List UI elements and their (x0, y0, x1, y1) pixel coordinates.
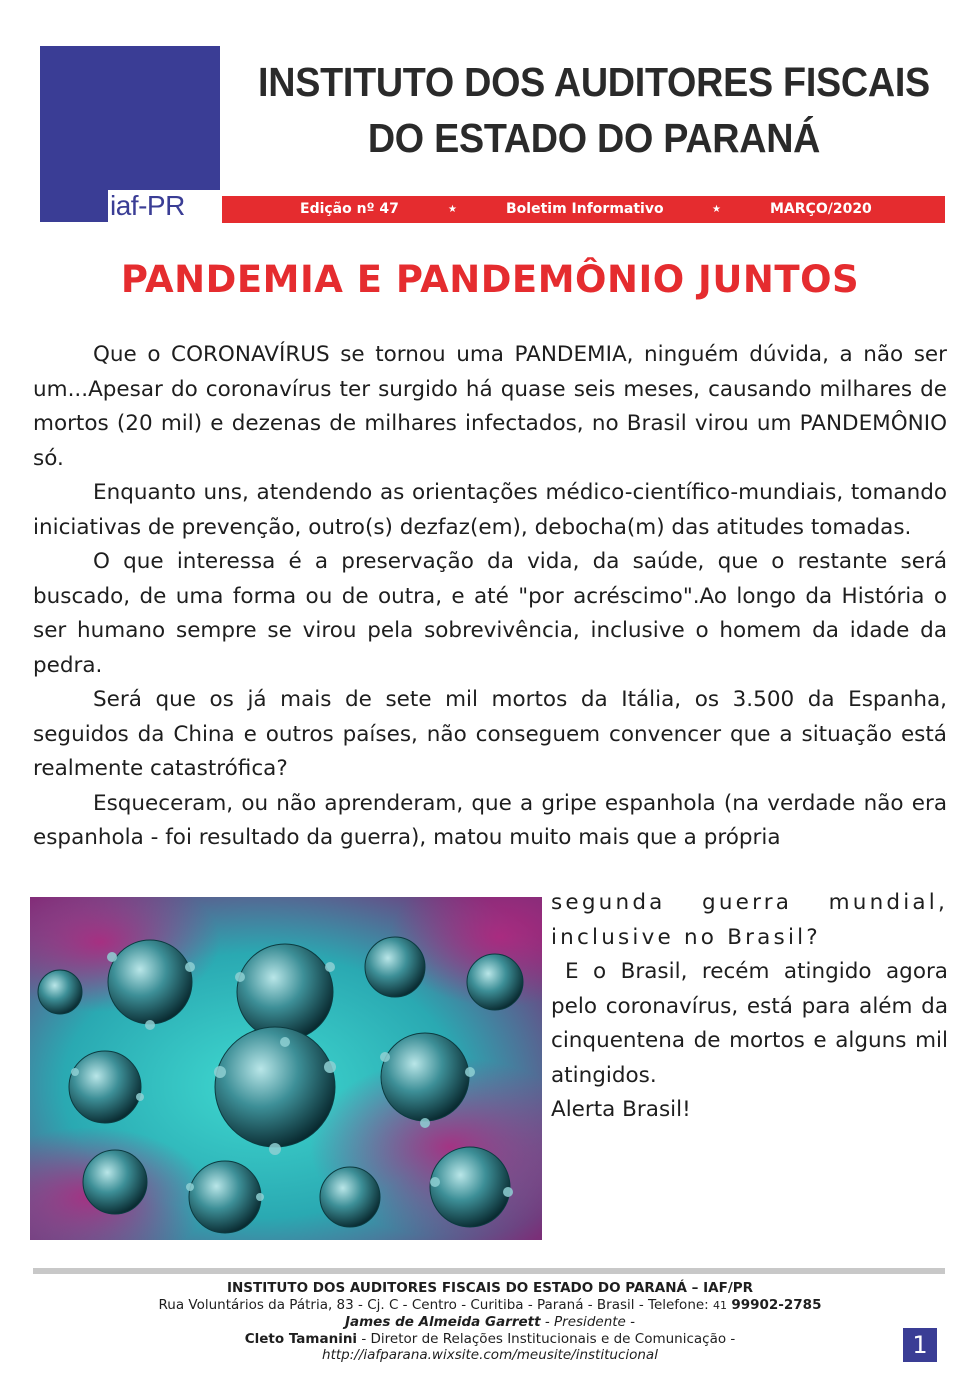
edition-bar (222, 196, 945, 223)
paragraph: Alerta Brasil! (551, 1097, 691, 1122)
paragraph: Esqueceram, ou não aprenderam, que a gripe espanhola (na verdade não era espanhola - foi resultado da guerra), matou muito mais que a própria (33, 790, 947, 850)
title-line-2: DO ESTADO DO PARANÁ (367, 115, 821, 161)
footer-president-line (0, 1314, 980, 1331)
paragraph: Que o CORONAVÍRUS se tornou uma PANDEMIA, ninguém dúvida, a não ser um...Apesar do coronavírus ter surgido há quase seis meses, causando milhares de mortos (20 mil) e dezenas de milhares infectados, no Brasil virou um PANDEMÔNIO só. (33, 342, 947, 471)
article-body (33, 338, 947, 856)
coronavirus-image (30, 897, 542, 1240)
edition-label: Edição nº 47 (300, 201, 399, 217)
title-line-1: INSTITUTO DOS AUDITORES FISCAIS (258, 59, 930, 105)
paragraph: E o Brasil, recém atingido agora pelo coronavírus, está para além da cinquentena de mortos e alguns mil atingidos. (551, 959, 948, 1088)
director-name: Cleto Tamanini (244, 1330, 358, 1347)
footer-address-line (0, 1297, 980, 1315)
star-icon: ★ (448, 204, 457, 215)
president-name: James de Almeida Garrett (344, 1314, 541, 1330)
paragraph: segunda guerra mundial, inclusive no Brasil? (551, 890, 948, 950)
footer-phone-prefix: 41 (713, 1298, 728, 1312)
footer-divider (33, 1268, 945, 1274)
article-side-text (551, 886, 948, 1128)
footer-director-line (0, 1331, 980, 1348)
star-icon: ★ (712, 204, 721, 215)
director-role: - Diretor de Relações Institucionais e de Comunicação - (357, 1330, 736, 1347)
paragraph: O que interessa é a preservação da vida, da saúde, que o restante será buscado, de uma forma ou de outra, e até "por acréscimo".Ao longo da História o ser humano sempre se virou pela sobrevivência, inclusive o homem da idade da pedra. (33, 549, 947, 678)
article-headline: PANDEMIA E PANDEMÔNIO JUNTOS (120, 258, 860, 301)
masthead-title (252, 54, 936, 166)
logo-text: iaf-PR (108, 190, 222, 224)
footer (0, 1280, 980, 1364)
paragraph: Será que os já mais de sete mil mortos da Itália, os 3.500 da Espanha, seguidos da China e outros países, não conseguem convencer que a situação está realmente catastrófica? (33, 687, 947, 781)
footer-org: INSTITUTO DOS AUDITORES FISCAIS DO ESTADO DO PARANÁ – IAF/PR (226, 1280, 754, 1296)
paragraph: Enquanto uns, atendendo as orientações médico-científico-mundiais, tomando iniciativas de prevenção, outro(s) dezfaz(em), debocha(m) das atitudes tomadas. (33, 480, 947, 540)
president-role: - Presidente - (540, 1314, 636, 1330)
footer-phone: 99902-2785 (731, 1296, 822, 1313)
bulletin-label: Boletim Informativo (506, 201, 664, 217)
footer-address: Rua Voluntários da Pátria, 83 - Cj. C - Centro - Curitiba - Paraná - Brasil - Telefone: (158, 1296, 709, 1313)
date-label: MARÇO/2020 (770, 201, 872, 217)
footer-url[interactable]: http://iafparana.wixsite.com/meusite/institucional (322, 1347, 658, 1363)
page-number: 1 (903, 1328, 937, 1362)
